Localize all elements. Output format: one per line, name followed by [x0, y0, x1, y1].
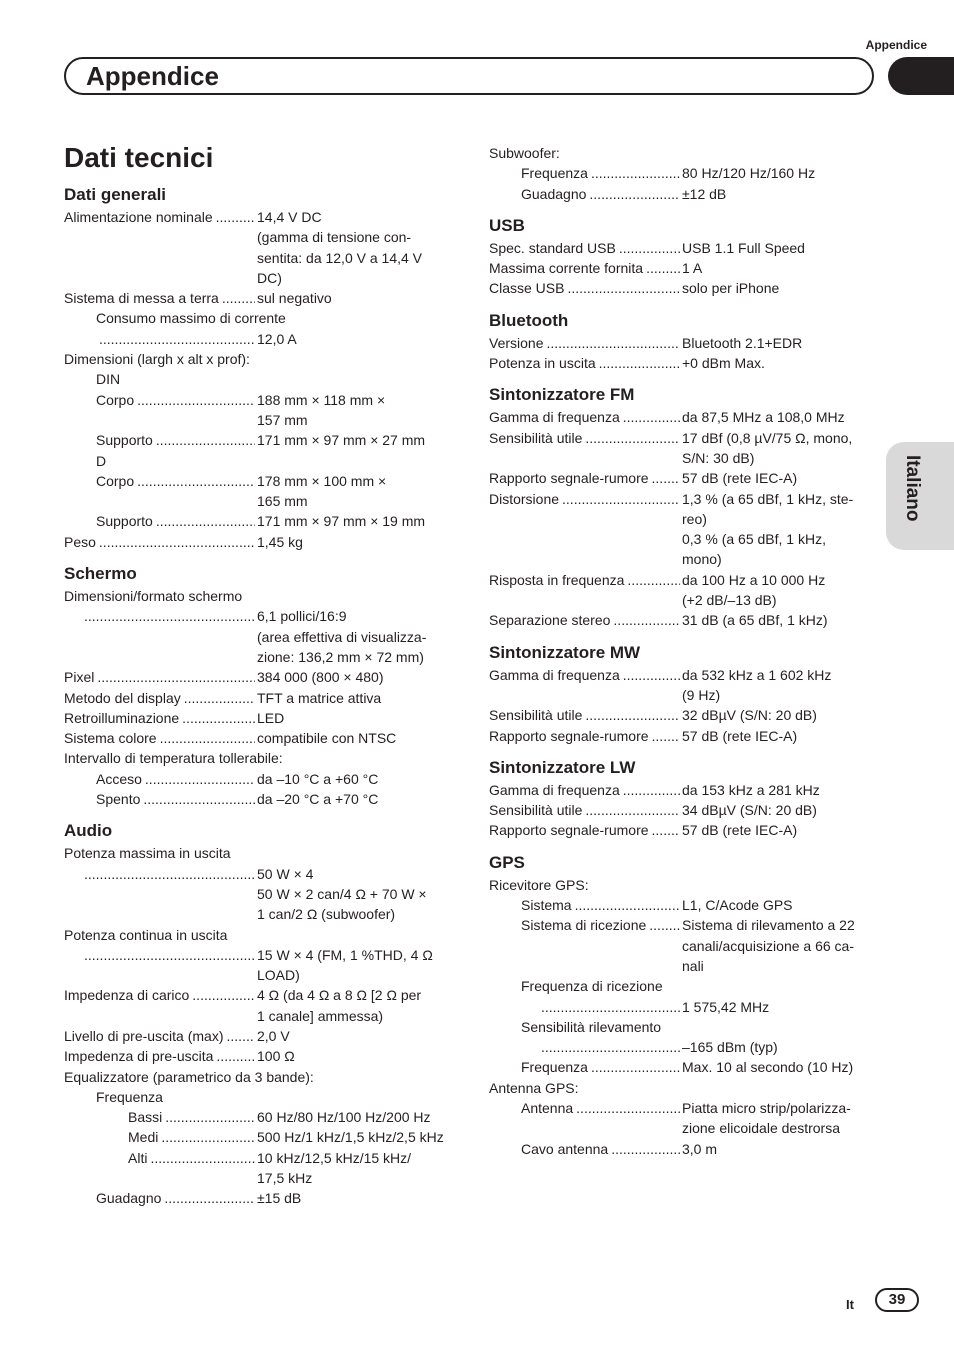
spec-row [489, 780, 889, 800]
spec-label: Consumo massimo di corrente [96, 310, 286, 327]
spec-row [64, 288, 464, 308]
spec-value: L1, C/Acode GPS [682, 897, 793, 914]
spec-value: TFT a matrice attiva [257, 689, 382, 706]
spec-value: 50 W × 4 [257, 865, 314, 882]
spec-row [64, 329, 464, 349]
spec-row [64, 1127, 464, 1147]
spec-value: 31 dB (a 65 dBf, 1 kHz) [682, 612, 828, 629]
spec-row [489, 610, 889, 630]
spec-value: 60 Hz/80 Hz/100 Hz/200 Hz [257, 1109, 431, 1126]
spec-row-cont [64, 647, 464, 667]
spec-value: 6,1 pollici/16:9 [257, 608, 347, 625]
spec-value: Sistema di rilevamento a 22 [682, 917, 855, 934]
spec-value: ±15 dB [257, 1190, 302, 1207]
spec-value: USB 1.1 Full Speed [682, 239, 805, 256]
spec-label: Sistema di ricezione [521, 917, 647, 934]
spec-value: Piatta micro strip/polarizza- [682, 1099, 851, 1116]
spec-value: (gamma di tensione con- [257, 229, 412, 246]
spec-row-cont [64, 904, 464, 924]
spec-label: Rapporto segnale-rumore [489, 727, 649, 744]
spec-value: 100 Ω [257, 1048, 295, 1065]
spec-label: Distorsione [489, 490, 560, 507]
spec-row-cont [489, 936, 889, 956]
spec-value: da 532 kHz a 1 602 kHz [682, 666, 832, 683]
section-heading-bluetooth: Bluetooth [489, 310, 569, 330]
spec-row [489, 163, 889, 183]
spec-value: da –20 °C a +70 °C [257, 791, 379, 808]
spec-value: compatibile con NTSC [257, 730, 397, 747]
spec-value: 1 575,42 MHz [682, 998, 770, 1015]
spec-row [64, 1046, 464, 1066]
spec-value: 17,5 kHz [257, 1170, 313, 1187]
spec-label: Risposta in frequenza [489, 571, 625, 588]
footer-language-code: It [846, 1297, 854, 1312]
spec-row [489, 726, 889, 746]
spec-label: Gamma di frequenza [489, 409, 620, 426]
spec-label: Antenna [521, 1099, 574, 1116]
spec-value: LOAD) [257, 967, 300, 984]
spec-row [489, 820, 889, 840]
spec-row [489, 895, 889, 915]
spec-row [64, 708, 464, 728]
spec-label: Impedenza di pre-uscita [64, 1048, 214, 1065]
spec-value: 2,0 V [257, 1027, 290, 1044]
spec-value: 1 A [682, 260, 703, 277]
spec-label: Spento [96, 791, 141, 808]
spec-row-cont [64, 627, 464, 647]
section-heading-general: Dati generali [64, 185, 167, 204]
spec-value: 3,0 m [682, 1140, 718, 1157]
spec-label: Medi [128, 1129, 159, 1146]
spec-label: Frequenza di ricezione [521, 978, 663, 995]
spec-label: Metodo del display [64, 689, 181, 706]
spec-label: Potenza continua in uscita [64, 926, 228, 943]
spec-row-cont [489, 448, 889, 468]
spec-label: Pixel [64, 669, 95, 686]
spec-row [489, 468, 889, 488]
spec-value: 15 W × 4 (FM, 1 %THD, 4 Ω [257, 946, 433, 963]
spec-row [489, 997, 889, 1017]
spec-row-cont [64, 227, 464, 247]
spec-label: Frequenza [96, 1088, 163, 1105]
spec-label: Alti [128, 1149, 148, 1166]
spec-value: solo per iPhone [682, 280, 780, 297]
spec-value: 10 kHz/12,5 kHz/15 kHz/ [257, 1149, 412, 1166]
spec-label: Sensibilità rilevamento [521, 1018, 662, 1035]
spec-row [64, 606, 464, 626]
spec-value: 1,3 % (a 65 dBf, 1 kHz, ste- [682, 490, 854, 507]
spec-row [489, 238, 889, 258]
spec-value: 57 dB (rete IEC-A) [682, 470, 798, 487]
spec-value: 14,4 V DC [257, 209, 322, 225]
spec-value: 188 mm × 118 mm × [257, 391, 386, 408]
section-heading-fm: Sintonizzatore FM [489, 385, 635, 405]
header-title: Appendice [86, 61, 219, 91]
spec-value: 34 dBµV (S/N: 20 dB) [682, 802, 817, 819]
spec-label: Potenza massima in uscita [64, 845, 231, 862]
spec-label: DIN [96, 371, 121, 388]
left-column [64, 183, 464, 1209]
spec-label: Potenza in uscita [489, 355, 596, 372]
spec-value: 384 000 (800 × 480) [257, 669, 384, 686]
spec-value: (+2 dB/–13 dB) [682, 592, 777, 609]
spec-label: Livello di pre-uscita (max) [64, 1027, 224, 1044]
spec-row [489, 489, 889, 509]
spec-row-cont [64, 410, 464, 430]
spec-label: Dimensioni/formato schermo [64, 588, 243, 605]
spec-label: Frequenza [521, 165, 588, 182]
spec-row-cont [64, 268, 464, 288]
spec-value: 171 mm × 97 mm × 27 mm [257, 432, 426, 449]
spec-row [64, 1148, 464, 1168]
spec-label: Corpo [96, 472, 135, 489]
spec-value: –165 dBm (typ) [682, 1039, 778, 1056]
spec-row [64, 1188, 464, 1208]
spec-value: zione: 136,2 mm × 72 mm) [257, 648, 424, 665]
spec-value: S/N: 30 dB) [682, 449, 755, 466]
spec-label: Supporto [96, 513, 153, 530]
spec-label: Rapporto segnale-rumore [489, 470, 649, 487]
spec-row [64, 688, 464, 708]
spec-row [64, 667, 464, 687]
spec-value: 1,45 kg [257, 533, 303, 550]
spec-label: Subwoofer: [489, 145, 560, 161]
spec-value: 165 mm [257, 493, 308, 510]
spec-row [489, 1037, 889, 1057]
spec-row-cont [64, 1006, 464, 1026]
spec-value: (area effettiva di visualizza- [257, 628, 427, 645]
spec-value: 157 mm [257, 411, 308, 428]
spec-value: 1 canale] ammessa) [257, 1007, 384, 1024]
spec-row [64, 511, 464, 531]
spec-label: Sistema colore [64, 730, 157, 747]
spec-row [64, 471, 464, 491]
spec-value: 57 dB (rete IEC-A) [682, 822, 798, 839]
spec-row-cont [64, 965, 464, 985]
spec-value: 17 dBf (0,8 µV/75 Ω, mono, [682, 429, 853, 446]
spec-row-cont [64, 491, 464, 511]
top-section-label: Appendice [865, 38, 927, 52]
spec-row [489, 184, 889, 204]
spec-label: Supporto [96, 432, 153, 449]
spec-row [489, 428, 889, 448]
spec-row [489, 353, 889, 373]
spec-row-cont [64, 884, 464, 904]
spec-row-cont [489, 956, 889, 976]
spec-value: sul negativo [257, 290, 332, 307]
spec-row [489, 1139, 889, 1159]
spec-label: Alimentazione nominale [64, 209, 213, 225]
spec-label: Antenna GPS: [489, 1079, 579, 1096]
spec-value: reo) [682, 510, 707, 527]
spec-value: 80 Hz/120 Hz/160 Hz [682, 165, 816, 182]
spec-value: +0 dBm Max. [682, 355, 765, 372]
spec-label: Spec. standard USB [489, 239, 616, 256]
spec-value: da 100 Hz a 10 000 Hz [682, 571, 826, 588]
spec-row [64, 1026, 464, 1046]
spec-value: 57 dB (rete IEC-A) [682, 727, 798, 744]
spec-value: 12,0 A [257, 330, 297, 347]
spec-row-cont [489, 549, 889, 569]
spec-label: Sistema [521, 897, 572, 914]
spec-row [489, 278, 889, 298]
spec-label: Bassi [128, 1109, 163, 1126]
spec-row [489, 407, 889, 427]
spec-row [489, 665, 889, 685]
section-heading-audio: Audio [64, 821, 113, 841]
spec-value: 4 Ω (da 4 Ω a 8 Ω [2 Ω per [257, 987, 422, 1004]
spec-label: D [96, 452, 107, 469]
page-number: 39 [875, 1288, 919, 1312]
spec-row [64, 207, 464, 227]
spec-value: nali [682, 957, 704, 974]
spec-label: Corpo [96, 391, 135, 408]
spec-row [64, 728, 464, 748]
spec-row-cont [489, 1118, 889, 1138]
spec-row [489, 258, 889, 278]
spec-row-cont [64, 248, 464, 268]
spec-label: Sistema di messa a terra [64, 290, 219, 307]
spec-label: Guadagno [96, 1190, 162, 1207]
spec-label: Peso [64, 533, 96, 550]
spec-row [64, 390, 464, 410]
spec-row [64, 864, 464, 884]
spec-label: Gamma di frequenza [489, 781, 620, 798]
spec-row [489, 1057, 889, 1077]
spec-row-cont [489, 529, 889, 549]
spec-label: Frequenza [521, 1059, 588, 1076]
spec-value: zione elicoidale destrorsa [682, 1120, 840, 1137]
spec-label: Acceso [96, 770, 142, 787]
spec-label: Equalizzatore (parametrico da 3 bande): [64, 1068, 314, 1085]
spec-value: 178 mm × 100 mm × [257, 472, 387, 489]
spec-value: 1 can/2 Ω (subwoofer) [257, 906, 396, 923]
section-tab-marker [888, 57, 954, 95]
spec-label: Sensibilità utile [489, 802, 583, 819]
spec-value: da 87,5 MHz a 108,0 MHz [682, 409, 845, 426]
spec-value: Max. 10 al secondo (10 Hz) [682, 1059, 854, 1076]
spec-row [489, 915, 889, 935]
spec-row [489, 1098, 889, 1118]
spec-label: Impedenza di carico [64, 987, 190, 1004]
spec-value: da 153 kHz a 281 kHz [682, 781, 820, 798]
spec-row [64, 1107, 464, 1127]
section-heading-mw: Sintonizzatore MW [489, 642, 641, 662]
spec-label: Ricevitore GPS: [489, 876, 589, 893]
spec-value: 0,3 % (a 65 dBf, 1 kHz, [682, 531, 826, 548]
spec-row [64, 430, 464, 450]
spec-row-cont [489, 509, 889, 529]
spec-label: Intervallo di temperatura tollerabile: [64, 750, 283, 767]
spec-label: Sensibilità utile [489, 707, 583, 724]
right-column [489, 143, 889, 1159]
spec-value: 500 Hz/1 kHz/1,5 kHz/2,5 kHz [257, 1129, 444, 1146]
section-heading-gps: GPS [489, 852, 525, 872]
spec-label: Sensibilità utile [489, 429, 583, 446]
spec-value: 171 mm × 97 mm × 19 mm [257, 513, 426, 530]
section-heading-lw: Sintonizzatore LW [489, 757, 636, 777]
spec-row [489, 705, 889, 725]
spec-value: (9 Hz) [682, 686, 721, 703]
spec-row [64, 789, 464, 809]
spec-value: Bluetooth 2.1+EDR [682, 334, 803, 351]
spec-row [489, 800, 889, 820]
spec-row-cont [489, 590, 889, 610]
section-heading-usb: USB [489, 215, 525, 235]
spec-value: LED [257, 709, 285, 726]
spec-label: Cavo antenna [521, 1140, 609, 1157]
spec-value: canali/acquisizione a 66 ca- [682, 937, 854, 954]
spec-label: Guadagno [521, 185, 587, 202]
spec-label: Dimensioni (largh x alt x prof): [64, 351, 250, 368]
spec-row [64, 769, 464, 789]
language-side-tab-label: Italiano [902, 455, 923, 522]
spec-value: DC) [257, 269, 282, 286]
spec-row-cont [64, 1168, 464, 1188]
spec-value: sentita: da 12,0 V a 14,4 V [257, 249, 423, 266]
spec-value: mono) [682, 551, 722, 568]
spec-label: Massima corrente fornita [489, 260, 644, 277]
spec-row-cont [489, 685, 889, 705]
spec-row [489, 333, 889, 353]
spec-value: ±12 dB [682, 185, 727, 202]
spec-row [489, 570, 889, 590]
spec-label: Retroilluminazione [64, 709, 180, 726]
page-title: Dati tecnici [64, 142, 214, 173]
spec-value: 50 W × 2 can/4 Ω + 70 W × [257, 885, 427, 902]
section-heading-screen: Schermo [64, 564, 137, 584]
spec-row [64, 945, 464, 965]
spec-row [64, 985, 464, 1005]
spec-label: Versione [489, 334, 544, 351]
spec-label: Classe USB [489, 280, 565, 297]
spec-label: Separazione stereo [489, 612, 611, 629]
spec-label: Rapporto segnale-rumore [489, 822, 649, 839]
spec-value: 32 dBµV (S/N: 20 dB) [682, 707, 817, 724]
spec-value: da –10 °C a +60 °C [257, 770, 379, 787]
spec-label: Gamma di frequenza [489, 666, 620, 683]
spec-row [64, 532, 464, 552]
